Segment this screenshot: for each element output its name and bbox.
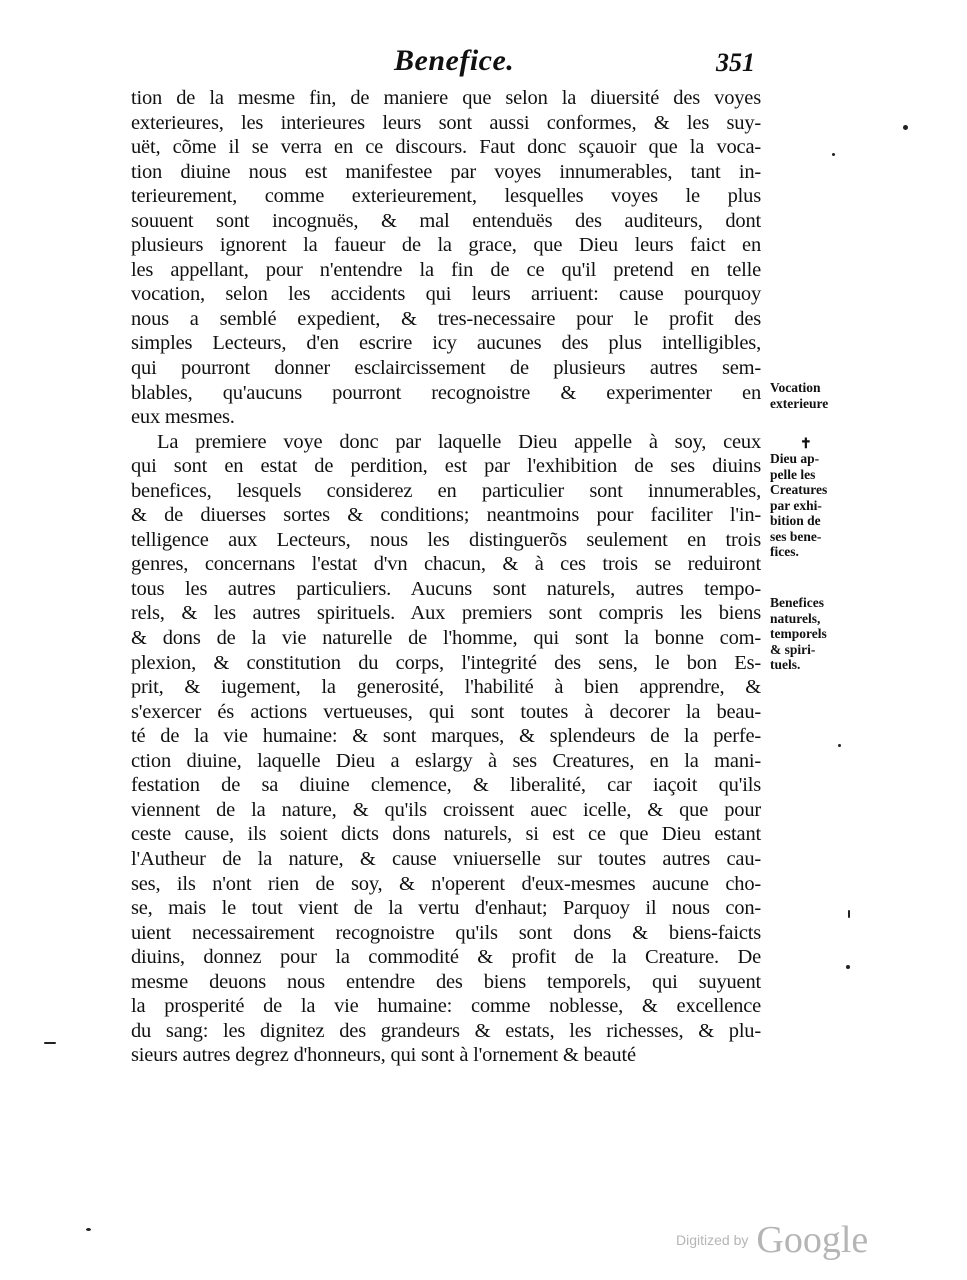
text-line: qui sont en estat de perdition, est par l'exhibition de ses diuins: [131, 455, 761, 478]
margin-note-line: Dieu ap-: [770, 451, 820, 466]
margin-note-line: Creatures: [770, 482, 828, 497]
text-line: terieurement, comme exterieurement, lesquelles voyes le plus: [131, 185, 761, 208]
scan-speck: [86, 1228, 91, 1231]
text-line: & de diuerses sortes & conditions; neantmoins pour faciliter l'in-: [131, 504, 761, 527]
text-line: festation de sa diuine clemence, & liberalité, car iaçoit qu'ils: [131, 774, 761, 797]
text-line: & dons de la vie naturelle de l'homme, qui sont la bonne com-: [131, 627, 761, 650]
text-line: souuent sont incognuës, & mal entenduës des auditeurs, dont: [131, 209, 761, 232]
margin-note-dieu-appelle: [770, 451, 827, 560]
margin-note-line: pelle les: [770, 466, 816, 482]
text-line: l'Autheur de la nature, & cause vniuerselle sur toutes autres cau-: [131, 847, 761, 870]
dagger-mark: ✝: [800, 437, 812, 452]
text-line: s'exercer és actions vertueuses, qui sont toutes à decorer la beau-: [131, 700, 761, 723]
margin-note-line: fices.: [770, 544, 799, 559]
text-line: vocation, selon les accidents qui leurs arriuent: cause pourquoy: [131, 283, 761, 306]
margin-note-line: Vocation: [770, 380, 821, 395]
text-line: tion de la mesme fin, de maniere que selon la diuersité des voyes: [131, 87, 761, 109]
text-line: ceste cause, ils soient dicts dons naturels, si est ce que Dieu estant: [131, 823, 761, 846]
text-line: tous les autres particuliers. Aucuns sont naturels, autres tempo-: [131, 577, 761, 600]
text-line: qui pourront donner esclaircissement de plusieurs autres sem-: [131, 357, 761, 380]
text-line: genres, concernans l'estat d'vn chacun, & à ces trois se reduiront: [131, 553, 761, 576]
margin-note-line: Benefices: [770, 595, 824, 610]
scan-speck: [832, 153, 835, 156]
margin-note-line: tuels.: [770, 657, 801, 672]
text-line: rels, & les autres spirituels. Aux premiers sont compris les biens: [131, 602, 761, 625]
text-line: prit, & iugement, la generosité, l'habilité à bien apprendre, &: [131, 676, 761, 699]
scan-speck: [44, 1042, 56, 1044]
text-line: uët, cõme il se verra en ce discours. Faut donc sçauoir que la voca-: [131, 136, 761, 159]
text-line: diuins, donnez pour la commodité & profit de la Creature. De: [131, 946, 761, 969]
text-line: eux mesmes.: [131, 406, 235, 429]
text-line: nous a semblé expedient, & tres-necessaire pour le profit des: [131, 307, 761, 330]
page-number: 351: [716, 48, 755, 77]
text-line: exterieures, les interieures leurs sont aussi conformes, & les suy-: [131, 111, 761, 134]
margin-note-line: & spiri-: [770, 641, 816, 657]
text-line: telligence aux Lecteurs, nous les distinguerõs seulement en trois: [131, 528, 761, 551]
text-line: du sang: les dignitez des grandeurs & estats, les richesses, & plu-: [131, 1019, 761, 1042]
text-line: plexion, & constitution du corps, l'integrité des sens, le bon Es-: [131, 651, 761, 674]
text-line: tion diuine nous est manifestee par voyes innumerables, tant in-: [131, 160, 761, 183]
scan-speck: [838, 744, 841, 747]
text-line: viennent de la nature, & qu'ils croissent auec icelle, & que pour: [131, 798, 761, 821]
margin-note-vocation: [770, 380, 828, 411]
running-head-title: Benefice.: [394, 44, 515, 77]
google-logo: Google: [756, 1219, 869, 1261]
text-line: blables, qu'aucuns pourront recognoistre & experimenter en: [131, 381, 761, 404]
text-line: La premiere voye donc par laquelle Dieu appelle à soy, ceux: [157, 430, 761, 453]
text-line: se, mais le tout vient de la vertu d'enhaut; Parquoy il nous con-: [131, 897, 761, 920]
digitized-watermark: [676, 1218, 868, 1262]
scan-speck: [846, 965, 850, 969]
margin-note-line: naturels,: [770, 610, 821, 626]
text-line: ction diuine, laquelle Dieu a eslargy à ses Creatures, en la mani-: [131, 749, 761, 772]
text-line: la prosperité de la vie humaine: comme noblesse, & excellence: [131, 995, 761, 1018]
margin-note-line: par exhi-: [770, 497, 822, 513]
text-line: ses, ils n'ont rien de soy, & n'operent d'eux-mesmes aucune cho-: [131, 872, 761, 895]
text-line: sieurs autres degrez d'honneurs, qui sont à l'ornement & beauté: [131, 1044, 636, 1067]
margin-note-line: exterieure: [770, 395, 829, 411]
margin-note-line: bition de: [770, 513, 821, 528]
text-line: simples Lecteurs, d'en escrire icy aucunes des plus intelligibles,: [131, 332, 761, 355]
margin-note-benefices: [770, 595, 827, 673]
body-text: [131, 86, 761, 1068]
scan-speck: [903, 125, 908, 130]
watermark-prefix: Digitized by: [676, 1232, 749, 1248]
text-line: mesme deuons nous entendre des biens temporels, qui suyuent: [131, 970, 761, 993]
scan-speck: [848, 910, 850, 918]
text-line: benefices, lesquels considerez en particulier sont innumerables,: [131, 479, 761, 502]
margin-note-line: temporels: [770, 626, 827, 641]
text-line: té de la vie humaine: & sont marques, & splendeurs de la perfe-: [131, 725, 761, 748]
text-line: les appellant, pour n'entendre la fin de ce qu'il pretend en telle: [131, 258, 761, 281]
margin-note-line: ses bene-: [770, 528, 822, 544]
text-line: uient necessairement recognoistre qu'ils sont dons & biens-faicts: [131, 921, 761, 944]
text-line: plusieurs ignorent la faueur de la grace, que Dieu leurs faict en: [131, 234, 761, 257]
